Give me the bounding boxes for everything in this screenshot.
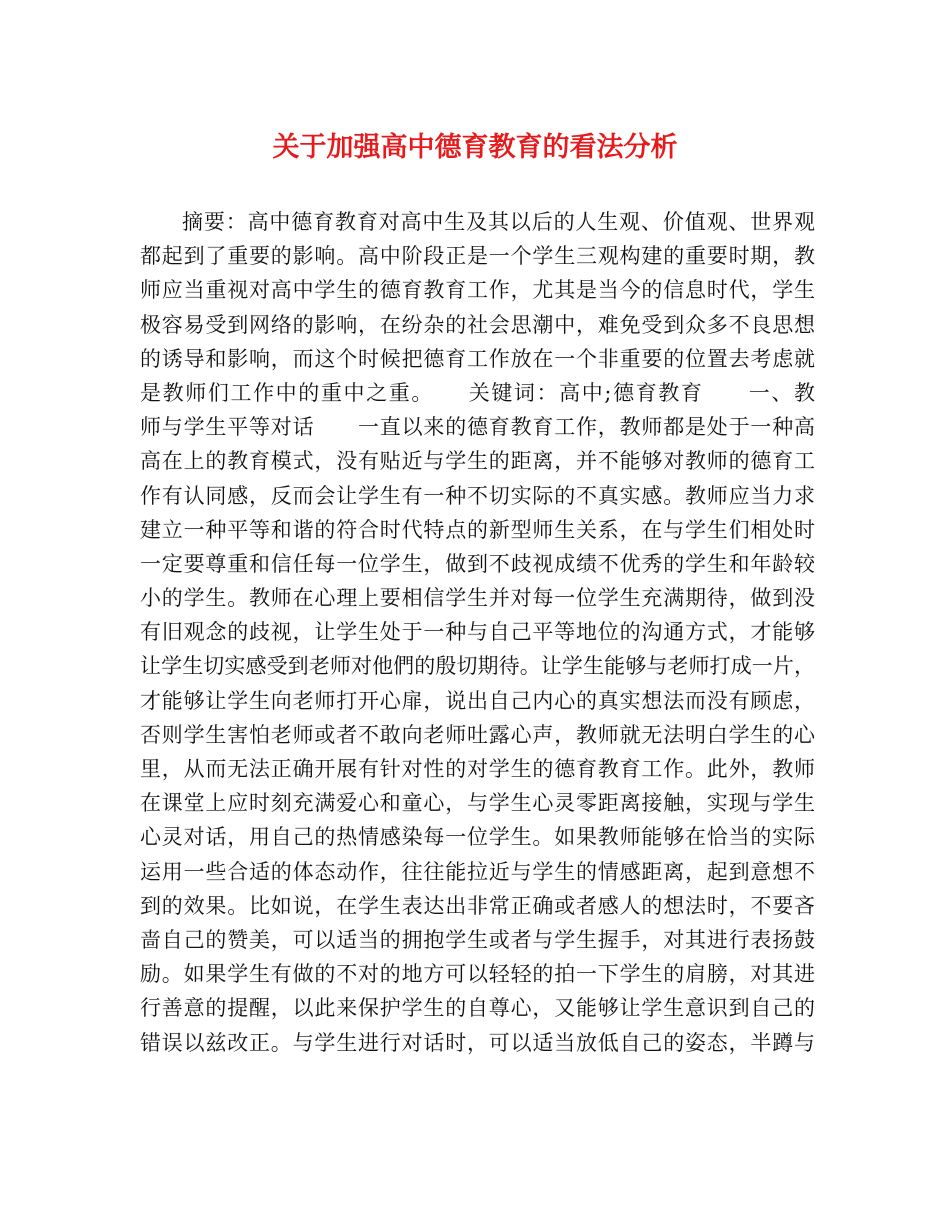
body-line: 让学生切实感受到老师对他們的殷切期待。让学生能够与老师打成一片， <box>140 654 815 679</box>
body-line: 在课堂上应时刻充满爱心和童心，与学生心灵零距离接触，实现与学生 <box>140 791 815 816</box>
body-line: 有旧观念的歧视，让学生处于一种与自己平等地位的沟通方式，才能够 <box>140 620 815 645</box>
body-line: 到的效果。比如说，在学生表达出非常正确或者感人的想法时，不要吝 <box>140 893 815 918</box>
body-line: 心灵对话，用自己的热情感染每一位学生。如果教师能够在恰当的实际 <box>140 825 815 850</box>
body-line: 作有认同感，反而会让学生有一种不切实际的不真实感。教师应当力求 <box>140 483 815 508</box>
body-line: 的诱导和影响，而这个时候把德育工作放在一个非重要的位置去考虑就 <box>140 346 815 371</box>
document-body <box>140 205 815 1060</box>
body-line: 小的学生。教师在心理上要相信学生并对每一位学生充满期待，做到没 <box>140 586 815 611</box>
body-line: 行善意的提醒，以此来保护学生的自尊心，又能够让学生意识到自己的 <box>140 996 815 1021</box>
body-line: 才能够让学生向老师打开心扉，说出自己内心的真实想法而没有顾虑， <box>140 688 815 713</box>
body-line: 励。如果学生有做的不对的地方可以轻轻的拍一下学生的肩膀，对其进 <box>140 962 815 987</box>
body-line: 都起到了重要的影响。高中阶段正是一个学生三观构建的重要时期，教 <box>140 244 815 269</box>
body-line: 建立一种平等和谐的符合时代特点的新型师生关系，在与学生们相处时 <box>140 517 815 542</box>
body-line: 师应当重视对高中学生的德育教育工作，尤其是当今的信息时代，学生 <box>140 278 815 303</box>
body-line: 运用一些合适的体态动作，往往能拉近与学生的情感距离，起到意想不 <box>140 859 815 884</box>
body-line: 是教师们工作中的重中之重。 关键词：高中;德育教育 一、教 <box>140 380 815 405</box>
body-line: 极容易受到网络的影响，在纷杂的社会思潮中，难免受到众多不良思想 <box>140 312 815 337</box>
body-line: 里，从而无法正确开展有针对性的对学生的德育教育工作。此外，教师 <box>140 757 815 781</box>
body-line: 啬自己的赞美，可以适当的拥抱学生或者与学生握手，对其进行表扬鼓 <box>140 927 815 952</box>
body-line: 一定要尊重和信任每一位学生，做到不歧视成绩不优秀的学生和年龄较 <box>140 551 815 576</box>
body-line: 高在上的教育模式，没有贴近与学生的距离，并不能够对教师的德育工 <box>140 449 815 474</box>
body-line: 错误以兹改正。与学生进行对话时，可以适当放低自己的姿态，半蹲与 <box>140 1030 815 1055</box>
document-title: 关于加强高中德育教育的看法分析 <box>272 132 678 163</box>
body-line: 否则学生害怕老师或者不敢向老师吐露心声，教师就无法明白学生的心 <box>140 722 815 747</box>
body-line: 摘要：高中德育教育对高中生及其以后的人生观、价值观、世界观 <box>182 210 815 234</box>
body-line: 师与学生平等对话 一直以来的德育教育工作，教师都是处于一种高 <box>140 415 815 440</box>
